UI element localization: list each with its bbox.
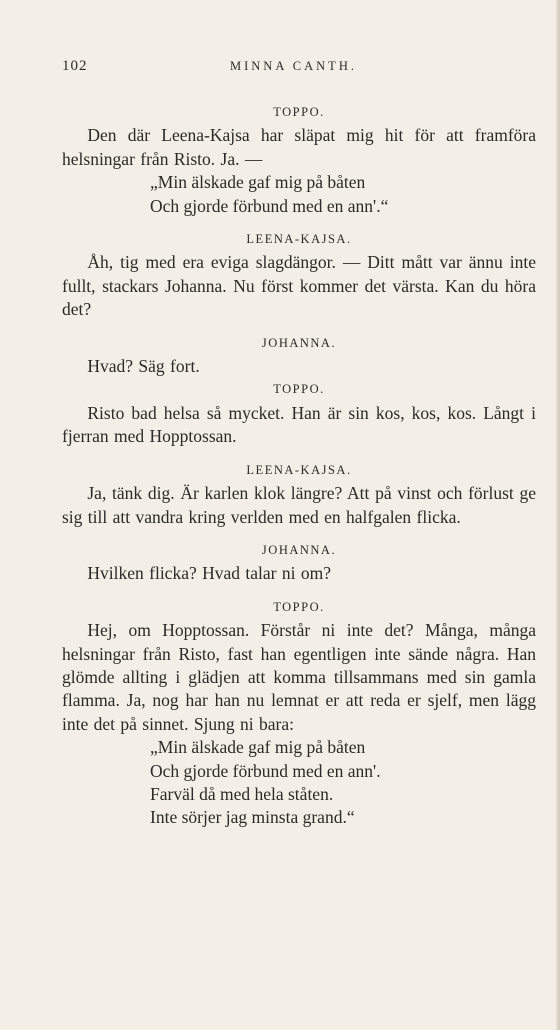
verse-line: Inte sörjer jag minsta grand.“ bbox=[150, 807, 355, 828]
speaker-name: TOPPO. bbox=[273, 382, 325, 397]
dialogue-paragraph: Åh, tig med era eviga slagdängor. — Ditt mått var ännu inte fullt, stackars Johanna. Nu först kommer det värsta. Kan du höra det? bbox=[62, 252, 536, 320]
dialogue-paragraph: Risto bad helsa så mycket. Han är sin kos, kos, kos. Långt i fjerran med Hopptossan. bbox=[62, 402, 536, 447]
page-edge bbox=[556, 0, 560, 1030]
speaker-name: LEENA-KAJSA. bbox=[246, 232, 352, 247]
speaker-name: JOHANNA. bbox=[261, 335, 337, 350]
running-head bbox=[0, 58, 560, 78]
verse-line: Och gjorde förbund med en ann'. bbox=[150, 760, 381, 781]
dialogue-paragraph: Hvad? Säg fort. bbox=[87, 356, 200, 377]
dialogue-paragraph: Ja, tänk dig. Är karlen klok längre? Att på vinst och förlust ge sig till att vandra kring verlden med en halfgalen flicka. bbox=[62, 483, 536, 527]
page-number: 102 bbox=[62, 58, 88, 74]
dialogue-paragraph: Den där Leena-Kajsa har släpat mig hit för att framföra helsningar från Risto. Ja. — bbox=[62, 125, 536, 169]
verse-line: Och gjorde förbund med en ann'.“ bbox=[150, 195, 389, 216]
dialogue-paragraph: Hej, om Hopptossan. Förstår ni inte det? Många, många helsningar från Risto, fast han egentligen inte sände några. Han glömde allting i glädjen att komma tillsammans med sin gamla flamma. Ja, nog har han nu lemnat er att reda er sjelf, men lägg inte det på sinnet. Sjung ni bara: bbox=[62, 620, 536, 734]
dialogue-paragraph: Hvilken flicka? Hvad talar ni om? bbox=[87, 563, 331, 584]
speaker-name: JOHANNA. bbox=[261, 542, 337, 557]
speaker-name: TOPPO. bbox=[273, 599, 325, 614]
running-head-author: MINNA CANTH. bbox=[230, 59, 357, 73]
speaker-name: TOPPO. bbox=[273, 105, 325, 119]
play-text bbox=[62, 101, 536, 830]
verse-line: „Min älskade gaf mig på båten bbox=[150, 737, 366, 758]
verse-line: „Min älskade gaf mig på båten bbox=[150, 172, 366, 193]
verse-line: Farväl då med hela ståten. bbox=[150, 783, 334, 804]
speaker-name: LEENA-KAJSA. bbox=[246, 462, 352, 477]
